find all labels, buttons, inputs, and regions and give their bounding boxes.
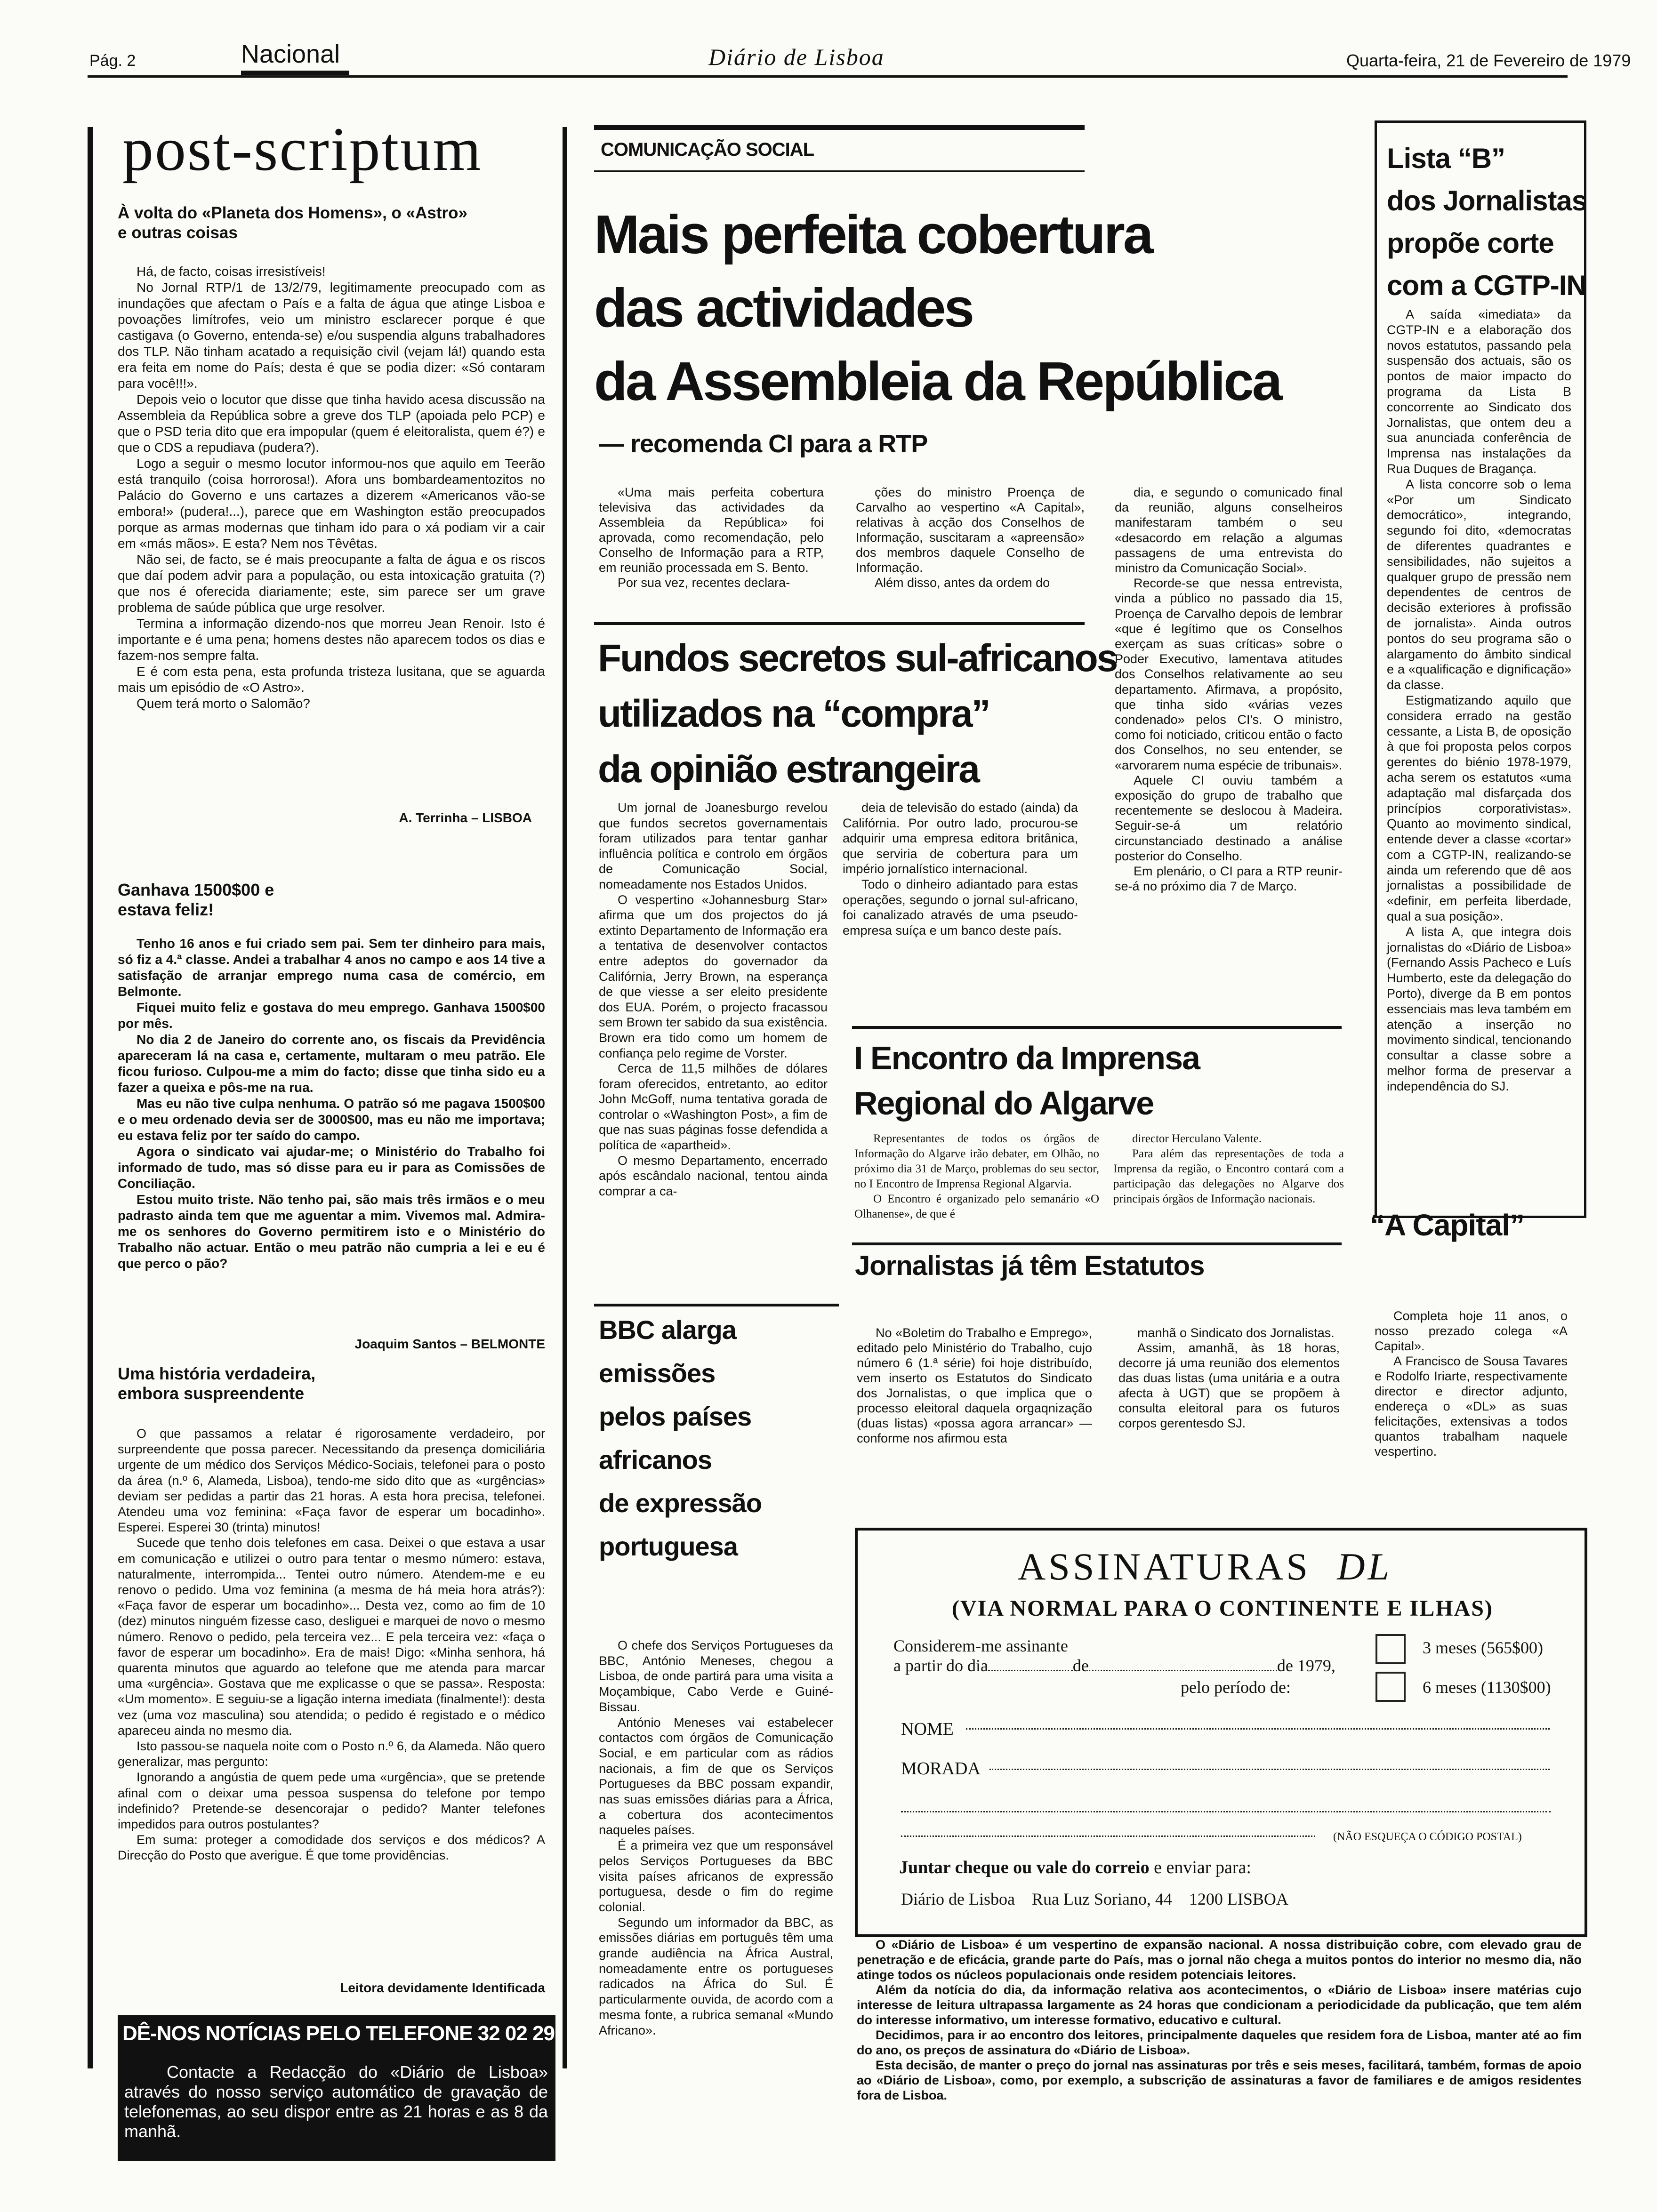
letter-heading: Uma história verdadeira, embora suspreendente bbox=[118, 1364, 316, 1403]
paragraph: Recorde-se que nessa entrevista, vinda a público no passado dia 15, Proença de Carvalho depois de lembrar «que é legítimo que os Conselhos exerçam as suas críticas» sobre o Poder Executivo, lamentava atitudes dos Conselhos relativamente ao seu departamento. Afirmava, a propósito, que tinha sido «várias vezes condenado» pelos CI's. O ministro, como foi noticiado, criticou então o facto dos Conselhos, no seu entender, se «arvorarem numa espécie de tribunais». bbox=[1115, 576, 1343, 772]
encontro-col bbox=[854, 1131, 1099, 1222]
paragraph: Estou muito triste. Não tenho pai, são mais três irmãos e o meu padrasto ainda tem que me aguentar a mim. Vivemos mal. Admira-me os senhores do Governo permitirem isto e o Ministério do Trabalho não actuar. Então o meu patrão não cumpria a lei e eu é que perco o pão? bbox=[118, 1192, 545, 1271]
phone-box-text: Contacte a Redacção do «Diário de Lisboa» através do nosso serviço automático de gravação de telefonemas, ao seu dispor entre as 21 horas e as 8 da manhã. bbox=[124, 2062, 548, 2141]
paragraph: Tenho 16 anos e fui criado sem pai. Sem ter dinheiro para mais, só fiz a 4.ª classe. Andei a trabalhar 4 anos no campo e aos 14 tive a satisfação de arranjar emprego numa casa de comércio, em Belmonte. bbox=[118, 936, 545, 999]
paragraph: Um jornal de Joanesburgo revelou que fundos secretos governamentais foram utilizados para tentar ganhar influência política e controlo em órgãos de Comunicação Social, nomeadamente nos Estados Unidos. bbox=[599, 801, 828, 891]
fundos-col bbox=[599, 800, 828, 1199]
lista-b-body bbox=[1387, 307, 1571, 1094]
paragraph: Mas eu não tive culpa nenhuma. O patrão só me pagava 1500$00 e o meu ordenado devia ser de 3000$00, mas eu não me importava; eu estava feliz por ter saído do campo. bbox=[118, 1096, 545, 1143]
paragraph: Para além das representações de toda a Imprensa da região, o Encontro contará com a participação das delegações no Algarve dos principais órgãos de Informação nacionais. bbox=[1113, 1147, 1344, 1205]
capital-body bbox=[1375, 1308, 1568, 1459]
paragraph: Fiquei muito feliz e gostava do meu emprego. Ganhava 1500$00 por mês. bbox=[118, 1000, 545, 1031]
paragraph: Agora o sindicato vai ajudar-me; o Ministério do Trabalho foi informado de tudo, mas só disse para eu ir para as Comissões de Conciliação. bbox=[118, 1144, 545, 1191]
paragraph: O mesmo Departamento, encerrado após escândalo nacional, tentou ainda comprar a ca- bbox=[599, 1153, 828, 1198]
headline-line: propõe corte bbox=[1387, 227, 1554, 259]
encontro-headline bbox=[854, 1035, 1199, 1126]
headline-line: da Assembleia da República bbox=[594, 351, 1281, 412]
paragraph: Completa hoje 11 anos, o nosso prezado colega «A Capital». bbox=[1375, 1309, 1568, 1353]
year-label: de 1979, bbox=[1277, 1656, 1335, 1675]
paragraph: E é com esta pena, esta profunda tristeza lusitana, que se aguarda mais um episódio de «O Astro». bbox=[118, 664, 545, 695]
lista-b-headline bbox=[1387, 137, 1587, 307]
paragraph: O que passamos a relatar é rigorosamente verdadeiro, por surpreendente que possa parecer. Necessitando da presença domiciliária urgente de um médico dos Serviços Médico-Sociais, telefonei para o posto da área (n.º 6, Alameda, Lisboa), tendo-me sido dito que as «urgências» deviam ser pedidas a partir das 21 horas. A esta hora precisa, telefonei. Atendeu uma voz feminina: «Faça favor de esperar um bocadinho». Esperei. Esperei 30 (trinta) minutos! bbox=[118, 1427, 545, 1535]
paragraph: Sucede que tenho dois telefones em casa. Deixei o que estava a usar em comunicação e utilizei o outro para tentar o mesmo número: estava, naturalmente, interrompida... Tentei outro número. Atendem-me e eu renovo o pedido. Uma voz feminina (a mesma de há meia hora atrás?): «Faça favor de esperar um bocadinho»... Desta vez, como ao fim de 10 (dez) minutos ninguém fizesse caso, desliguei e marquei de novo o mesmo número. Renovo o pedido, pela terceira vez... E pela terceira vez: «faça o favor de esperar um bocadinho». Era de mais! Digo: «Minha senhora, há quarenta minutos que aguardo ao telefone que me atenda para marcar uma «urgência». Gostava que me explicasse o que se passa». Resposta: «Um momento». E seguiu-se a ligação interna imediata (finalmente!): desta vez (uma voz masculina) sou atendida; o pedido é registado e o médico apareceu ainda no mesmo dia. bbox=[118, 1536, 545, 1738]
paragraph: Logo a seguir o mesmo locutor informou-nos que aquilo em Teerão está tranquilo (coisa horrorosa!). Afora uns bombardeamentozitos no Palácio do Governo e uns cartazes a dizerem «Americanos vão-se embora!» (pudera!...), parece que em Washington estão preocupados porque as armas modernas que tinham ido para o xá podiam vir a cair em «más mãos». E esta? Nem nos Têvêtas. bbox=[118, 456, 545, 551]
postscriptum-bar bbox=[88, 127, 93, 2068]
letter-signature: Joaquim Santos – BELMONTE bbox=[354, 1337, 545, 1351]
paragraph: Por sua vez, recentes declara- bbox=[618, 576, 790, 590]
encontro-rule bbox=[852, 1026, 1342, 1029]
paragraph: Além disso, antes da ordem do bbox=[875, 576, 1050, 590]
page-number: Pág. 2 bbox=[89, 52, 136, 70]
paragraph: O Encontro é organizado pelo semanário «O Olhanense», de que é bbox=[854, 1193, 1099, 1220]
encontro-col bbox=[1113, 1131, 1344, 1207]
postal-note: (NÃO ESQUEÇA O CÓDIGO POSTAL) bbox=[1333, 1831, 1522, 1843]
paragraph: Quem terá morto o Salomão? bbox=[137, 696, 310, 711]
six-month-checkbox[interactable] bbox=[1375, 1672, 1406, 1702]
month-field[interactable] bbox=[1089, 1670, 1277, 1671]
header-rule bbox=[88, 75, 1568, 78]
paragraph: Representantes de todos os órgãos de Informação do Algarve irão debater, em Olhão, no próximo dia 31 de Março, problemas do seu sector, no I Encontro de Imprensa Regional Algarvia. bbox=[854, 1132, 1099, 1190]
paragraph: Cerca de 11,5 milhões de dólares foram oferecidos, entretanto, ao editor John McGoff, numa tentativa gorada de controlar o «Washington Post», a fim de que nas suas páginas fosse defendida a política de «apartheid». bbox=[599, 1061, 828, 1153]
instructions-bold: Juntar cheque ou vale do correio bbox=[899, 1858, 1150, 1877]
headline-line: portuguesa bbox=[599, 1531, 738, 1561]
three-month-label: 3 meses (565$00) bbox=[1423, 1638, 1543, 1657]
paragraph: A Francisco de Sousa Tavares e Rodolfo Iriarte, respectivamente director e director adjunto, endereça o «DL» as suas felicitações, extensivas a todos quantos trabalham naquele vespertino. bbox=[1375, 1354, 1568, 1459]
paragraph: Não sei, de facto, se é mais preocupante a falta de água e os riscos que daí podem advir para a população, ou esta intoxicação gratuita (?) que nos é oferecida diariamente; este, sim parece ser um grave problema de saúde pública que urge resolver. bbox=[118, 552, 545, 615]
paragraph: director Herculano Valente. bbox=[1132, 1132, 1262, 1145]
main-divider bbox=[594, 622, 1085, 625]
paragraph: ções do ministro Proença de Carvalho ao vespertino «A Capital», relativas à acção dos Conselhos de Informação, suscitaram a «apreensão» dos membros daquele Conselho de Informação. bbox=[856, 485, 1085, 575]
instructions bbox=[899, 1857, 1251, 1878]
paragraph: A lista concorre sob o lema «Por um Sindicato democrático», integrando, segundo foi dito, «democratas de diferentes quadrantes e sensibilidades, não sujeitos a qualquer grupo de pressão nem dependentes de centros de decisão exteriores à profissão de jornalista». Ainda outros pontos do seu programa são o alargamento do âmbito sindical e a «qualificação e dignificação» da classe. bbox=[1387, 477, 1571, 692]
headline-line: I Encontro da Imprensa bbox=[854, 1040, 1199, 1076]
headline-line: da opinião estrangeira bbox=[598, 748, 979, 791]
paragraph: Em plenário, o CI para a RTP reunir-se-á no próximo dia 7 de Março. bbox=[1115, 864, 1343, 894]
name-field[interactable] bbox=[966, 1728, 1550, 1730]
day-field[interactable] bbox=[988, 1670, 1073, 1671]
paragraph: É a primeira vez que um responsável pelos Serviços Portugueses da BBC visita países africanos de expressão portuguesa, desde o fim do regime colonial. bbox=[599, 1838, 833, 1914]
headline-line: BBC alarga bbox=[599, 1315, 736, 1345]
subscription-title-text: ASSINATURAS bbox=[1018, 1545, 1311, 1588]
three-month-checkbox[interactable] bbox=[1375, 1634, 1406, 1664]
paragraph: No dia 2 de Janeiro do corrente ano, os fiscais da Previdência apareceram lá na casa e, certamente, multaram o meu patrão. Ele ficou furioso. Culpou-me a mim do facto; disse que tinha sido eu a fazer a queixa e pôs-me na rua. bbox=[118, 1032, 545, 1095]
mailing-address: Diário de Lisboa Rua Luz Soriano, 44 1200 LISBOA bbox=[901, 1890, 1288, 1908]
main-col bbox=[1115, 485, 1343, 894]
fundos-headline bbox=[598, 631, 1117, 797]
headline-line: emissões bbox=[599, 1358, 716, 1388]
paragraph: Segundo um informador da BBC, as emissões diárias em português têm uma grande audiência na África Austral, nomeadamente entre os portugueses radicados na África do Sul. É particularmente ouvida, de acordo com a mesma fonte, a rubrica semanal «Mundo Africano». bbox=[599, 1915, 833, 2037]
main-subhead: — recomenda CI para a RTP bbox=[599, 430, 928, 458]
address-field-3[interactable] bbox=[901, 1835, 1315, 1837]
paragraph: dia, e segundo o comunicado final da reunião, alguns conselheiros manifestaram também o seu «desacordo em relação a algumas passagens de uma entrevista do ministro da Comunicação Social». bbox=[1115, 485, 1343, 576]
six-month-label: 6 meses (1130$00) bbox=[1423, 1678, 1551, 1697]
paragraph: deia de televisão do estado (ainda) da Califórnia. Por outro lado, procurou-se adquirir uma empresa editora britânica, que serviria de cobertura para um império jornalístico internacional. bbox=[843, 801, 1078, 876]
paragraph: Termina a informação dizendo-nos que morreu Jean Renoir. Isto é importante e é uma pena; homens destes não aparecem todos os dias e fazem-nos sempre falta. bbox=[118, 616, 545, 663]
letter-heading: À volta do «Planeta dos Homens», o «Astro» e outras coisas bbox=[118, 204, 467, 242]
dl-logo: DL bbox=[1337, 1545, 1392, 1588]
headline-line: utilizados na “compra” bbox=[598, 692, 989, 735]
kicker-rule-bottom bbox=[594, 170, 1085, 172]
capital-headline: “A Capital” bbox=[1370, 1208, 1524, 1242]
paragraph: No Jornal RTP/1 de 13/2/79, legitimamente preocupado com as inundações que afectam o País e a falta de água que atinge Lisboa e povoações limítrofes, veio um ministro esclarecer porque é que castigava (o Governo, entenda-se) e/ou suspendia alguns trabalhadores dos TLP. Não tinham acatado a requisição civil (vejam lá!) quando esta era feita em nome do País; desta é que se podia dizer: «Só contaram para você!!!». bbox=[118, 280, 545, 391]
headline-line: com a CGTP-IN bbox=[1387, 270, 1586, 301]
paragraph: Assim, amanhã, às 18 horas, decorre já uma reunião dos elementos das duas listas (uma unitária e a outra afecta à UGT) que se propõem à consulta eleitoral para os futuros corpos gerentesdo SJ. bbox=[1118, 1341, 1340, 1430]
paragraph: manhã o Sindicato dos Jornalistas. bbox=[1137, 1326, 1335, 1340]
bbc-body bbox=[599, 1638, 833, 2038]
paragraph: Decidimos, para ir ao encontro dos leitores, principalmente daqueles que residem fora de Lisboa, manter até ao fim do ano, os preços de assinatura do «Diário de Lisboa». bbox=[857, 2028, 1582, 2057]
headline-line: de expressão bbox=[599, 1488, 762, 1518]
paragraph: Esta decisão, de manter o preço do jornal nas assinaturas por três e seis meses, facilitará, também, formas de apoio ao «Diário de Lisboa», como, por exemplo, a subscrição de assinaturas a favor de familiares e de amigos residentes fora de Lisboa. bbox=[857, 2058, 1582, 2102]
phone-box bbox=[118, 2015, 555, 2161]
letter-signature: Leitora devidamente Identificada bbox=[340, 1980, 545, 1995]
section-title: Nacional bbox=[241, 40, 340, 68]
main-headline bbox=[594, 198, 1280, 418]
paragraph: A lista A, que integra dois jornalistas do «Diário de Lisboa» (Fernando Assis Pacheco e Luís Humberto, este da delegação do Porto), diverge da B em pontos essenciais mas leva também em atenção a inserção no movimento sindical, tencionando consultar a classe sobre a melhor forma de preservar a independência do SJ. bbox=[1387, 924, 1571, 1093]
estatutos-col bbox=[1118, 1325, 1340, 1431]
letter-body bbox=[118, 1426, 545, 1864]
fundos-col bbox=[843, 800, 1078, 938]
paragraph: Há, de facto, coisas irresistíveis! bbox=[137, 264, 326, 279]
name-label: NOME bbox=[901, 1719, 954, 1739]
bbc-headline bbox=[599, 1308, 762, 1568]
masthead: Diário de Lisboa bbox=[708, 44, 885, 70]
letter-body bbox=[118, 936, 545, 1272]
postscriptum-title: post-scriptum bbox=[122, 114, 483, 184]
paragraph: Estigmatizando aquilo que considera errado na gestão cessante, a Lista B, de oposição à que foi proposta pelos corpos gerentes do biénio 1978-1979, acha serem os estatutos «uma adaptação mal disfarçada dos princípios corporativistas». Quanto ao movimento sindical, entende dever a classe «cortar» com a CGTP-IN, realizando-se ainda um referendo que dê aos jornalistas a possibilidade de «definir, em perfeita liberdade, qual a sua posição». bbox=[1387, 693, 1571, 924]
phone-box-title: DÊ-NOS NOTÍCIAS PELO TELEFONE 32 02 29 bbox=[122, 2022, 555, 2045]
headline-line: Regional do Algarve bbox=[854, 1085, 1154, 1122]
main-col bbox=[599, 485, 824, 590]
address-label: MORADA bbox=[901, 1759, 981, 1779]
paragraph: «Uma mais perfeita cobertura televisiva das actividades da Assembleia da República» foi aprovada, como recomendação, pelo Conselho de Informação para a RTP, em reunião processada em S. Bento. bbox=[599, 485, 824, 575]
paragraph: Todo o dinheiro adiantado para estas operações, segundo o jornal sul-africano, foi canalizado através de uma pseudo-empresa suíça e um banco deste país. bbox=[843, 877, 1078, 938]
paragraph: Aquele CI ouviu também a exposição do grupo de trabalho que recentemente se deslocou à Madeira. Seguir-se-á um relatório circunstanciado destinado a análise posterior do Conselho. bbox=[1115, 773, 1343, 863]
column-divider bbox=[563, 127, 567, 2068]
paragraph: Isto passou-se naquela noite com o Posto n.º 6, da Alameda. Não quero generalizar, mas pergunto: bbox=[118, 1739, 545, 1769]
headline-line: africanos bbox=[599, 1445, 712, 1475]
address-field[interactable] bbox=[989, 1769, 1550, 1770]
section-rule bbox=[241, 71, 349, 75]
headline-line: Mais perfeita cobertura bbox=[594, 204, 1152, 265]
start-date-label: a partir do dia bbox=[893, 1656, 988, 1675]
paragraph: O chefe dos Serviços Portugueses da BBC, António Meneses, chegou a Lisboa, de onde partirá para uma visita a Moçambique, Cabo Verde e Guiné-Bissau. bbox=[599, 1638, 833, 1714]
consider-label: Considerem-me assinante bbox=[893, 1636, 1068, 1655]
paragraph: António Meneses vai estabelecer contactos com órgãos de Comunicação Social, e em particular com as rádios nacionais, a fim de que os Serviços Portugueses da BBC possam expandir, nas suas emissões diárias para a África, a cobertura dos acontecimentos naqueles países. bbox=[599, 1715, 833, 1837]
paragraph: O vespertino «Johannesburg Star» afirma que um dos projectos do já extinto Departamento de Informação era a tentativa de desenvolver contactos entre adeptos do governador da Califórnia, Jerry Brown, na esperança de que viesse a ser eleito presidente dos EUA. Porém, o projecto fracassou sem Brown ter sabido da sua existência. Brown era tido como um homem de confiança pelo regime de Vorster. bbox=[599, 892, 828, 1060]
headline-line: pelos países bbox=[599, 1402, 752, 1431]
letter-heading: Ganhava 1500$00 e estava feliz! bbox=[118, 880, 274, 919]
headline-line: dos Jornalistas bbox=[1387, 185, 1587, 216]
subscription-title bbox=[1018, 1545, 1392, 1589]
paragraph: Ignorando a angústia de quem pede uma «urgência», que se pretende afinal com o deixar uma pessoa suspensa do telefone por tempo indefinido? Pretende-se desencorajar o pedido? Manter telefones impedidos para outros postulantes? bbox=[118, 1770, 545, 1832]
paragraph: Depois veio o locutor que disse que tinha havido acesa discussão na Assembleia da República sobre a greve dos TLP (apoiada pelo PCP) e que o PSD teria dito que era impopular (quem é eleitoralista, quem é?) e que o CDS a repudiava (pudera?). bbox=[118, 392, 545, 455]
main-col bbox=[856, 485, 1085, 590]
headline-line: Fundos secretos sul-africanos bbox=[598, 637, 1117, 680]
headline-line: Lista “B” bbox=[1387, 143, 1505, 174]
address-field-2[interactable] bbox=[901, 1811, 1551, 1812]
issue-date: Quarta-feira, 21 de Fevereiro de 1979 bbox=[1346, 51, 1631, 70]
estatutos-headline: Jornalistas já têm Estatutos bbox=[855, 1250, 1205, 1281]
paragraph: O «Diário de Lisboa» é um vespertino de expansão nacional. A nossa distribuição cobre, com elevado grau de penetração e de eficácia, grande parte do País, mas o jornal não chega a muitos pontos do interior no mesmo dia, não atinge todos os núcleos populacionais onde residem potenciais leitores. bbox=[857, 1938, 1582, 1982]
paragraph: No «Boletim do Trabalho e Emprego», editado pelo Ministério do Trabalho, cujo número 6 (1.ª série) foi hoje distribuído, vem inserto os Estatutos do Sindicato dos Jornalistas, o que implica que o processo eleitoral daquela orgaqnização (duas listas) «possa agora arrancar» — conforme nos afirmou esta bbox=[857, 1326, 1092, 1445]
footer-notice bbox=[857, 1937, 1582, 2103]
letter-body bbox=[118, 264, 545, 712]
subscription-subtitle: (VIA NORMAL PARA O CONTINENTE E ILHAS) bbox=[952, 1596, 1493, 1621]
paragraph: Além da notícia do dia, da informação relativa aos acontecimentos, o «Diário de Lisboa» insere matérias cujo interesse de leitura ultrapassa largamente as 24 horas que condicionam a periodicidade da publicação, que tem além do interesse informativo, um interesse formativo, educativo e cultural. bbox=[857, 1983, 1582, 2027]
start-date-row bbox=[893, 1656, 1335, 1675]
period-label: pelo período de: bbox=[1181, 1678, 1291, 1697]
paragraph: A saída «imediata» da CGTP-IN e a elaboração dos novos estatutos, passando pela suspensão dos actuais, são os pontos de maior impacto do programa da Lista B concorrente ao Sindicato dos Jornalistas, que ontem deu a sua anunciada conferência de Imprensa nas instalações da Rua Duques de Bragança. bbox=[1387, 307, 1571, 476]
letter-signature: A. Terrinha – LISBOA bbox=[399, 810, 532, 825]
bbc-rule bbox=[594, 1304, 839, 1306]
kicker-rule bbox=[594, 125, 1085, 130]
subscription-form bbox=[855, 1528, 1587, 1937]
kicker: COMUNICAÇÃO SOCIAL bbox=[601, 139, 814, 160]
estatutos-rule bbox=[852, 1242, 1342, 1245]
headline-line: das actividades bbox=[594, 277, 973, 338]
month-label: de bbox=[1072, 1656, 1089, 1675]
paragraph: Em suma: proteger a comodidade dos serviços e dos médicos? A Direcção do Posto que averigue. É que tome providências. bbox=[118, 1833, 545, 1863]
instructions-rest: e enviar para: bbox=[1154, 1858, 1251, 1877]
estatutos-col bbox=[857, 1325, 1092, 1446]
